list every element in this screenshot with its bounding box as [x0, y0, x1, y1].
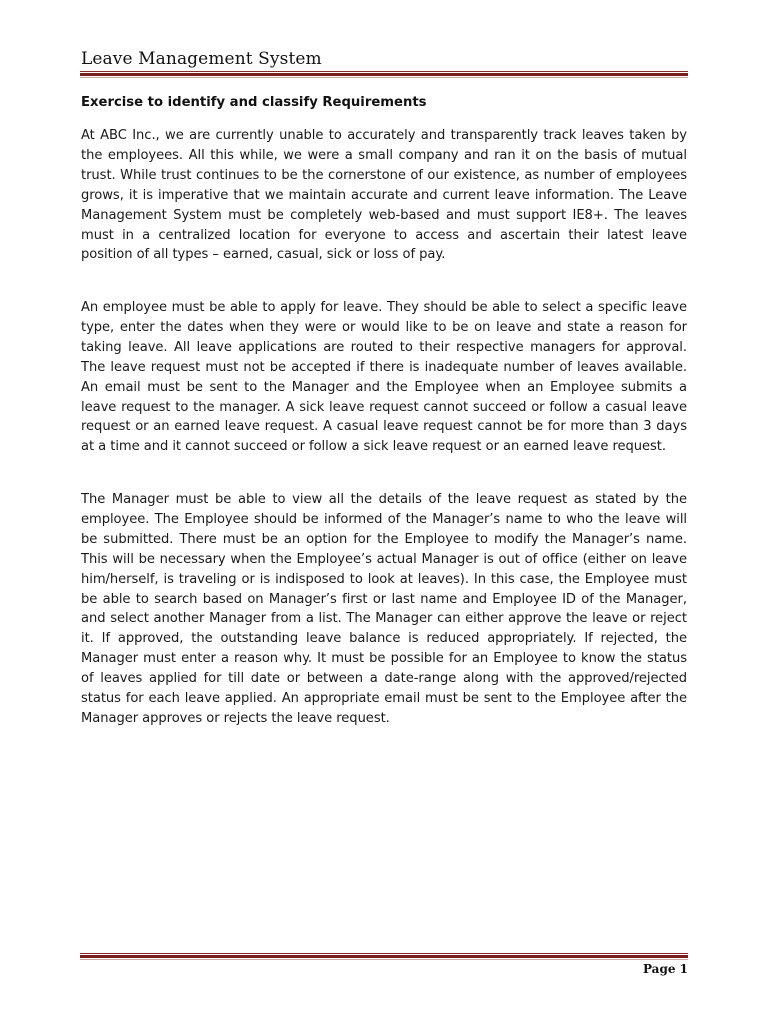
footer-rule-thick	[80, 955, 688, 958]
paragraph-3: The Manager must be able to view all the details of the leave request as stated by the employee. The Employee should be informed of the Manager’s name to who the leave will be submitted. There must be an option for the Employee to modify the Manager’s name. This will be necessary when the Employee’s actual Manager is out of office (either on leave him/herself, is traveling or is indisposed to look at leaves). In this case, the Employee must be able to search based on Manager’s first or last name and Employee ID of the Manager, and select another Manager from a list. The Manager can either approve the leave or reject it. If approved, the outstanding leave balance is reduced appropriately. If rejected, the Manager must enter a reason why. It must be possible for an Employee to know the status of leaves applied for till date or between a date-range along with the approved/rejected status for each leave applied. An appropriate email must be sent to the Employee after the Manager approves or rejects the leave request.	[81, 492, 687, 726]
header-rule-thick	[80, 73, 688, 76]
footer-rule-thin-top	[80, 953, 688, 954]
header-rule-thin-top	[80, 71, 688, 72]
footer-rule	[80, 953, 688, 960]
header-rule-thin-bottom	[80, 77, 688, 78]
paragraph-2: An employee must be able to apply for leave. They should be able to select a specific leave type, enter the dates when they were or would like to be on leave and state a reason for taking leave. All leave applications are routed to their respective managers for approval. The leave request must not be accepted if there is inadequate number of leaves available. An email must be sent to the Manager and the Employee when an Employee submits a leave request to the manager. A sick leave request cannot succeed or follow a casual leave request or an earned leave request. A casual leave request cannot be for more than 3 days at a time and it cannot succeed or follow a sick leave request or an earned leave request.	[81, 300, 687, 455]
header-title: Leave Management System	[81, 49, 322, 69]
header-rule	[80, 71, 688, 78]
section-heading: Exercise to identify and classify Requirements	[81, 95, 427, 110]
page-number: Page 1	[642, 962, 688, 976]
footer-rule-thin-bottom	[80, 959, 688, 960]
paragraph-1: At ABC Inc., we are currently unable to accurately and transparently track leaves taken by the employees. All this while, we were a small company and ran it on the basis of mutual trust. While trust continues to be the cornerstone of our existence, as number of employees grows, it is imperative that we maintain accurate and current leave information. The Leave Management System must be completely web-based and must support IE8+. The leaves must in a centralized location for everyone to access and ascertain their latest leave position of all types – earned, casual, sick or loss of pay.	[81, 128, 687, 263]
